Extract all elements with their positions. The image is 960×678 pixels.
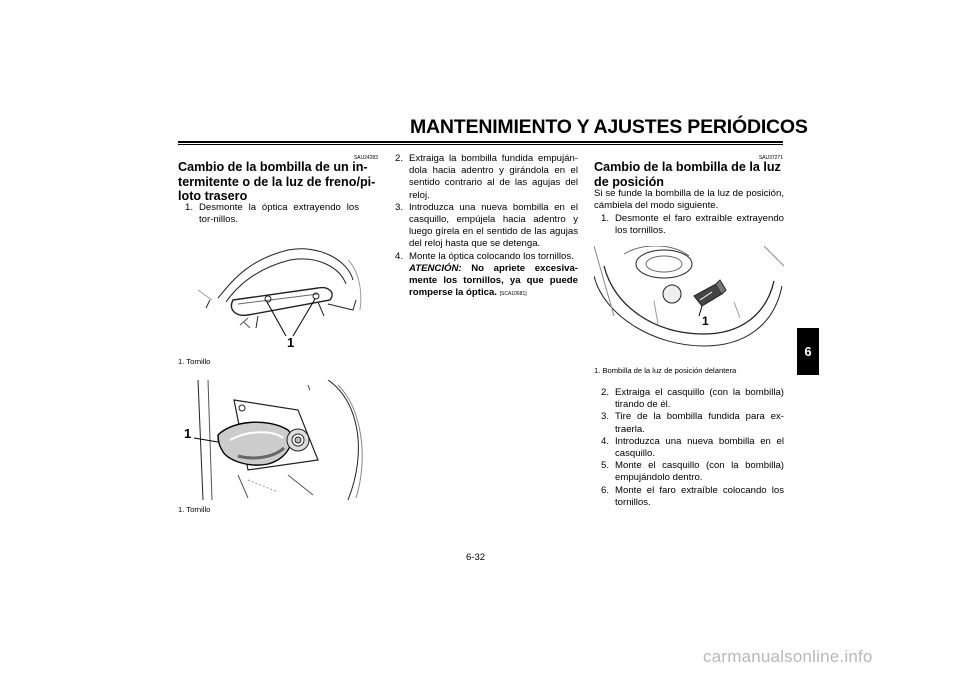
- step-text: Desmonte la óptica extrayendo los tor-nillos.: [199, 202, 359, 226]
- step-text: Tire de la bombilla fundida para ex-traerla.: [615, 411, 784, 435]
- steps-list: [601, 387, 784, 509]
- list-item: [395, 153, 578, 202]
- step-text: Monte el casquillo (con la bombilla) empujándolo dentro.: [615, 460, 784, 484]
- page-title: MANTENIMIENTO Y AJUSTES PERIÓDICOS: [410, 116, 808, 138]
- list-item: [601, 485, 784, 509]
- list-item: [185, 202, 359, 226]
- step-number: 3.: [601, 411, 610, 423]
- step-text: Desmonte el faro extraíble extrayendo los tornillos.: [615, 213, 784, 237]
- step-text: Introduzca una nueva bombilla en el casquillo, empújela hacia adentro y luego gírela en el sentido de las agujas del reloj hasta que se detenga.: [409, 201, 578, 250]
- step-text: Introduzca una nueva bombilla en el casquillo.: [615, 435, 784, 460]
- turn-signal-illustration: [178, 380, 368, 500]
- header-rule-thin: [178, 144, 783, 145]
- figure-callout: 1: [184, 426, 192, 441]
- list-item: [601, 213, 784, 237]
- step-number: 6.: [601, 484, 610, 496]
- heading-line: loto trasero: [178, 189, 248, 203]
- tail-light-illustration: [178, 240, 368, 355]
- page-number: 6-32: [466, 552, 486, 563]
- steps-list: [395, 153, 578, 300]
- step-number: 2.: [395, 153, 404, 164]
- section-heading: [178, 160, 378, 204]
- section-code: SAU37271: [758, 155, 783, 161]
- position-light-illustration: [594, 246, 784, 361]
- figure-caption: 1. Tornillo: [178, 357, 211, 366]
- step-number: 1.: [185, 202, 194, 213]
- heading-line: de posición: [594, 174, 664, 189]
- step-number: 3.: [395, 201, 404, 213]
- attention-label: ATENCIÓN:: [409, 262, 462, 274]
- header-rule: [178, 141, 783, 143]
- step-text: Monte la óptica colocando los tornillos.: [409, 250, 574, 262]
- figure-tail-light: [178, 240, 368, 355]
- figure-caption: 1. Tornillo: [178, 505, 211, 514]
- step-number: 5.: [601, 460, 610, 472]
- section-heading: [594, 160, 784, 189]
- figure-caption: 1. Bombilla de la luz de posición delantera: [594, 366, 737, 375]
- watermark[interactable]: carmanualsonline.info: [703, 647, 873, 666]
- list-item: [601, 460, 784, 484]
- step-number: 2.: [601, 387, 610, 398]
- step-text: Extraiga la bombilla fundida empuján-dola hacia adentro y girándola en el sentido contrario al de las agujas del reloj.: [409, 153, 578, 201]
- step-number: 4.: [395, 250, 404, 262]
- attention-code: [SCA10681]: [499, 291, 527, 298]
- step-number: 1.: [601, 213, 610, 224]
- list-item: [601, 436, 784, 460]
- list-item: [395, 251, 578, 263]
- intro-paragraph: Si se funde la bombilla de la luz de posición, cámbiela del modo siguiente.: [594, 188, 784, 212]
- list-item: [395, 202, 578, 251]
- list-item: [601, 387, 784, 411]
- section-tab[interactable]: 6: [797, 328, 819, 375]
- section-code: SAU24283: [353, 155, 378, 161]
- step-number: 4.: [601, 435, 610, 447]
- list-item: [601, 411, 784, 435]
- figure-turn-signal: [178, 380, 368, 500]
- step-text: Extraiga el casquillo (con la bombilla) tirando de él.: [615, 387, 784, 411]
- heading-line: Cambio de la bombilla de un in-: [178, 160, 368, 174]
- figure-position-light: [594, 246, 784, 361]
- figure-callout: 1: [287, 335, 295, 350]
- figure-callout: 1: [702, 314, 709, 328]
- attention-note: [395, 263, 578, 301]
- attention-text: No apriete excesiva-mente los tornillos, ya que puede romperse la óptica.: [409, 262, 578, 299]
- heading-line: termitente o de la luz de freno/pi-: [178, 174, 376, 189]
- heading-line: Cambio de la bombilla de la luz: [594, 160, 781, 174]
- step-text: Monte el faro extraíble colocando los tornillos.: [615, 484, 784, 508]
